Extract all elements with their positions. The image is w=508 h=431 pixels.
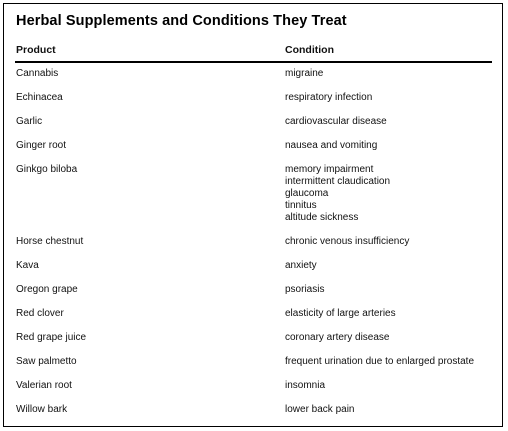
- condition-text: respiratory infection: [285, 92, 373, 103]
- condition-cell: [285, 260, 492, 272]
- table-row: [16, 68, 492, 80]
- condition-text: coronary artery disease: [285, 332, 390, 343]
- product-cell: Cannabis: [16, 68, 59, 79]
- condition-cell: [285, 92, 492, 104]
- condition-text: cardiovascular disease: [285, 116, 387, 127]
- product-cell: Ginkgo biloba: [16, 164, 78, 175]
- condition-text: lower back pain: [285, 404, 355, 415]
- table-row: [16, 356, 492, 368]
- table-frame: [3, 3, 503, 427]
- condition-text: migraine: [285, 68, 324, 79]
- table-row: [16, 404, 492, 416]
- condition-cell: [285, 284, 492, 296]
- table-row: [16, 164, 492, 224]
- table-title: Herbal Supplements and Conditions They Treat: [16, 13, 347, 29]
- condition-cell: [285, 68, 492, 80]
- condition-cell: [285, 332, 492, 344]
- condition-text: psoriasis: [285, 284, 325, 295]
- product-cell: Red clover: [16, 308, 64, 319]
- product-cell: Echinacea: [16, 92, 63, 103]
- condition-cell: [285, 116, 492, 128]
- condition-text: chronic venous insufficiency: [285, 236, 410, 247]
- product-cell: Valerian root: [16, 380, 72, 391]
- condition-cell: [285, 404, 492, 416]
- table-row: [16, 116, 492, 128]
- condition-text: anxiety: [285, 260, 317, 271]
- condition-cell: [285, 164, 492, 224]
- table-row: [16, 236, 492, 248]
- column-header-row: [16, 44, 492, 62]
- product-cell: Ginger root: [16, 140, 67, 151]
- condition-cell: [285, 356, 492, 368]
- condition-text: elasticity of large arteries: [285, 308, 396, 319]
- column-header-product: Product: [16, 44, 56, 56]
- table-row: [16, 308, 492, 320]
- condition-text: intermittent claudication: [285, 176, 391, 187]
- table-row: [16, 140, 492, 152]
- condition-text: insomnia: [285, 380, 326, 391]
- header-divider: [15, 61, 492, 63]
- product-cell: Garlic: [16, 116, 43, 127]
- table-row: [16, 92, 492, 104]
- condition-text: altitude sickness: [285, 212, 359, 223]
- table-row: [16, 380, 492, 392]
- product-cell: Saw palmetto: [16, 356, 77, 367]
- condition-text: nausea and vomiting: [285, 140, 378, 151]
- table-body: [16, 68, 492, 428]
- condition-text: frequent urination due to enlarged prostate: [285, 356, 475, 367]
- condition-cell: [285, 308, 492, 320]
- condition-text: memory impairment: [285, 164, 374, 175]
- product-cell: Red grape juice: [16, 332, 87, 343]
- table-row: [16, 284, 492, 296]
- condition-cell: [285, 140, 492, 152]
- product-cell: Willow bark: [16, 404, 68, 415]
- condition-text: tinnitus: [285, 200, 317, 211]
- product-cell: Kava: [16, 260, 39, 271]
- column-header-condition: Condition: [285, 44, 334, 56]
- condition-cell: [285, 380, 492, 392]
- product-cell: Oregon grape: [16, 284, 78, 295]
- condition-text: glaucoma: [285, 188, 329, 199]
- table-row: [16, 332, 492, 344]
- product-cell: Horse chestnut: [16, 236, 84, 247]
- table-row: [16, 260, 492, 272]
- condition-cell: [285, 236, 492, 248]
